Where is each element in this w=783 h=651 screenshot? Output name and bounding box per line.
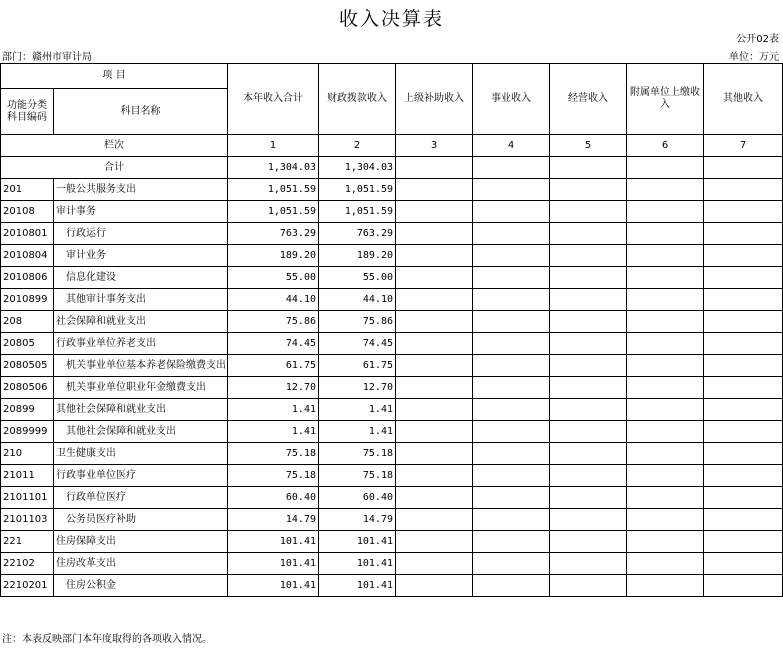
row-c1: 61.75 [228,355,319,377]
table-row [1,179,783,201]
row-c1: 75.18 [228,443,319,465]
col-num: 7 [704,135,783,157]
row-name: 其他审计事务支出 [54,289,228,311]
row-c2: 75.18 [319,443,396,465]
row-c2: 61.75 [319,355,396,377]
row-c1: 101.41 [228,575,319,597]
row-name: 行政运行 [54,223,228,245]
row-c1: 1,051.59 [228,201,319,223]
table-row [1,311,783,333]
row-c1: 75.86 [228,311,319,333]
row-code: 22102 [1,553,54,575]
row-c2: 1.41 [319,421,396,443]
row-name: 住房改革支出 [54,553,228,575]
row-c2: 14.79 [319,509,396,531]
row-c2: 74.45 [319,333,396,355]
table-row [1,421,783,443]
header-col-7: 其他收入 [704,64,783,135]
row-c1: 75.18 [228,465,319,487]
header-subject-name: 科目名称 [54,89,228,135]
row-name: 机关事业单位基本养老保险缴费支出 [54,355,228,377]
row-code: 2010801 [1,223,54,245]
table-row [1,399,783,421]
row-name: 行政事业单位养老支出 [54,333,228,355]
table-row [1,267,783,289]
row-name: 行政单位医疗 [54,487,228,509]
row-name: 住房保障支出 [54,531,228,553]
row-c2: 75.18 [319,465,396,487]
row-name: 审计业务 [54,245,228,267]
row-code: 208 [1,311,54,333]
row-code: 20899 [1,399,54,421]
row-c1: 101.41 [228,531,319,553]
row-code: 2101103 [1,509,54,531]
department-label: 部门：赣州市审计局 [2,52,92,63]
row-name: 一般公共服务支出 [54,179,228,201]
row-c2: 189.20 [319,245,396,267]
row-c2: 75.86 [319,311,396,333]
col-num: 1 [228,135,319,157]
row-name: 公务员医疗补助 [54,509,228,531]
row-code: 20805 [1,333,54,355]
col-num: 2 [319,135,396,157]
table-row [1,487,783,509]
row-c2: 44.10 [319,289,396,311]
header-col-1: 本年收入合计 [228,64,319,135]
row-code: 2101101 [1,487,54,509]
row-c1: 101.41 [228,553,319,575]
row-code: 2089999 [1,421,54,443]
header-col-5: 经营收入 [550,64,627,135]
row-c1: 14.79 [228,509,319,531]
header-col-3: 上级补助收入 [396,64,473,135]
row-code: 2010806 [1,267,54,289]
table-row [1,575,783,597]
header-item: 项 目 [1,64,228,89]
table-row [1,531,783,553]
row-code: 2010899 [1,289,54,311]
row-c1: 763.29 [228,223,319,245]
table-row [1,465,783,487]
col-num: 6 [627,135,704,157]
table-row [1,245,783,267]
row-name: 行政事业单位医疗 [54,465,228,487]
table-row [1,377,783,399]
row-c2: 12.70 [319,377,396,399]
table-row [1,289,783,311]
form-number: 公开02表 [736,34,779,45]
total-label: 合计 [1,157,228,179]
row-c2: 60.40 [319,487,396,509]
row-c2: 101.41 [319,531,396,553]
row-name: 其他社会保障和就业支出 [54,421,228,443]
row-c1: 1.41 [228,421,319,443]
row-c1: 189.20 [228,245,319,267]
income-table [0,63,783,597]
row-label: 栏次 [1,135,228,157]
row-code: 201 [1,179,54,201]
row-c1: 1,051.59 [228,179,319,201]
row-code: 2080506 [1,377,54,399]
row-c2: 101.41 [319,553,396,575]
report-title: 收入决算表 [338,8,444,30]
row-name: 机关事业单位职业年金缴费支出 [54,377,228,399]
row-c2: 1,051.59 [319,201,396,223]
table-row [1,553,783,575]
footnote: 注：本表反映部门本年度取得的各项收入情况。 [2,634,212,645]
row-c2: 1,051.59 [319,179,396,201]
row-code: 21011 [1,465,54,487]
row-c1: 1.41 [228,399,319,421]
col-num: 4 [473,135,550,157]
row-c1: 74.45 [228,333,319,355]
row-code: 2010804 [1,245,54,267]
row-c2: 763.29 [319,223,396,245]
row-name: 卫生健康支出 [54,443,228,465]
row-code: 2210201 [1,575,54,597]
col-num: 5 [550,135,627,157]
row-c2: 55.00 [319,267,396,289]
row-c2: 101.41 [319,575,396,597]
total-c1: 1,304.03 [228,157,319,179]
header-col-4: 事业收入 [473,64,550,135]
table-row [1,333,783,355]
row-c1: 44.10 [228,289,319,311]
row-name: 其他社会保障和就业支出 [54,399,228,421]
row-c1: 55.00 [228,267,319,289]
row-c1: 12.70 [228,377,319,399]
table-row [1,201,783,223]
table-row [1,355,783,377]
row-name: 社会保障和就业支出 [54,311,228,333]
header-col-6: 附属单位上缴收入 [627,64,704,135]
row-code: 20108 [1,201,54,223]
row-name: 住房公积金 [54,575,228,597]
row-code: 2080505 [1,355,54,377]
table-row [1,223,783,245]
total-c2: 1,304.03 [319,157,396,179]
row-c1: 60.40 [228,487,319,509]
table-row [1,509,783,531]
unit-label: 单位：万元 [729,52,779,63]
row-name: 信息化建设 [54,267,228,289]
row-code: 221 [1,531,54,553]
table-row [1,443,783,465]
row-code: 210 [1,443,54,465]
header-col-2: 财政拨款收入 [319,64,396,135]
row-name: 审计事务 [54,201,228,223]
row-c2: 1.41 [319,399,396,421]
col-num: 3 [396,135,473,157]
header-func-code: 功能分类科目编码 [1,89,54,135]
